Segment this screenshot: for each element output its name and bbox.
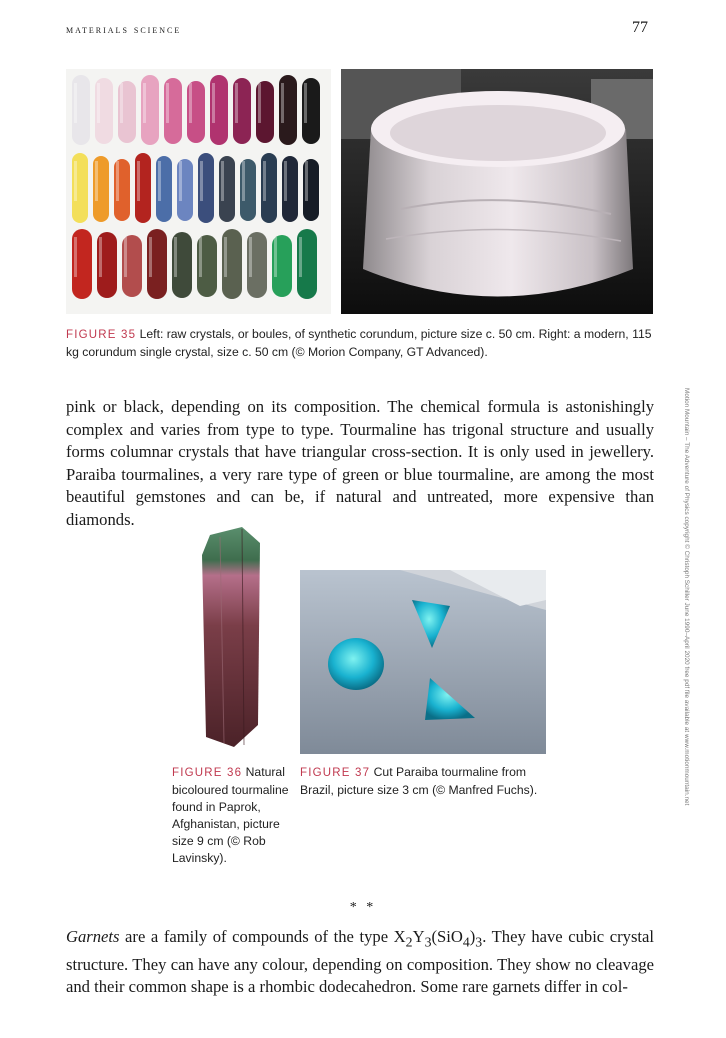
sub-1: 2 xyxy=(405,934,413,950)
garnet-text-4: ) xyxy=(469,927,476,946)
boule-highlight xyxy=(124,237,127,277)
boule-highlight xyxy=(74,237,77,277)
paraiba-gems-illustration xyxy=(300,570,546,754)
boule-highlight xyxy=(221,161,224,201)
boule-highlight xyxy=(284,161,287,201)
boule-highlight xyxy=(242,161,245,201)
figure-35-left-image xyxy=(66,69,331,314)
single-crystal-illustration xyxy=(341,69,653,314)
boule-highlight xyxy=(249,237,252,277)
copyright-sidebar xyxy=(676,388,692,988)
page-number: 77 xyxy=(632,19,648,36)
boule-highlight xyxy=(149,237,152,277)
garnet-text-3: (SiO xyxy=(431,927,463,946)
boule-highlight xyxy=(137,161,140,201)
boule-highlight xyxy=(189,83,192,123)
boule-highlight xyxy=(258,83,261,123)
boule-highlight xyxy=(74,161,77,201)
figure-37-text: Cut Paraiba tourmaline from Brazil, picture size 3 cm (© Manfred Fuchs). xyxy=(300,765,538,797)
sub-2: 3 xyxy=(424,934,432,950)
boule-highlight xyxy=(263,161,266,201)
sub-3: 4 xyxy=(462,934,470,950)
figure-35-text: Left: raw crystals, or boules, of synthetic corundum, picture size c. 50 cm. Right: a modern, 115 kg corundum single crystal, size c. 50 cm (© Morion Company, GT Advanced). xyxy=(66,327,652,359)
figure-36-label: FIGURE 36 xyxy=(172,767,243,779)
figure-35-label: FIGURE 35 xyxy=(66,329,137,341)
section-separator: * * xyxy=(349,900,377,915)
figure-35-right-image xyxy=(341,69,653,314)
tourmaline-crystal-illustration xyxy=(172,515,290,755)
boule-highlight xyxy=(299,237,302,277)
boule-highlight xyxy=(95,161,98,201)
figure-36-image xyxy=(172,515,290,755)
figure-37-caption xyxy=(300,764,550,799)
running-title: materials science xyxy=(66,22,182,36)
figure-36-text: Natural bicoloured tourmaline found in Paprok, Afghanistan, picture size 9 cm (© Rob Lavinsky). xyxy=(172,765,289,865)
boule-highlight xyxy=(166,83,169,123)
figure-37-image xyxy=(300,570,546,754)
garnet-text-2: Y xyxy=(412,927,425,946)
figure-36-caption xyxy=(172,764,292,867)
boule-highlight xyxy=(200,161,203,201)
paragraph-tourmaline: pink or black, depending on its composition. The chemical formula is astonishingly complex and varies from type to type. Tourmaline has trigonal structure and usually forms columnar crystals that have triangular cross-section. It is only used in jewellery. Paraiba tourmalines, a very rare type of green or blue tourmaline, are among the most beautiful gemstones and can be, if natural and untreated, more expensive than diamonds. xyxy=(66,397,654,529)
boule-highlight xyxy=(74,83,77,123)
boule-highlight xyxy=(212,83,215,123)
boule-highlight xyxy=(199,237,202,277)
boule-highlight xyxy=(174,237,177,277)
boule-highlight xyxy=(274,237,277,277)
boule-highlight xyxy=(143,83,146,123)
figure-35-caption xyxy=(66,326,654,361)
boule-highlight xyxy=(179,161,182,201)
boule-highlight xyxy=(158,161,161,201)
boule-highlight xyxy=(99,237,102,277)
boule-highlight xyxy=(97,83,100,123)
sidebar-text: Motion Mountain – The Adventure of Physics copyright © Christoph Schiller June 1990–April 2020 free pdf file available at www.motionmountain.net xyxy=(683,388,690,806)
boule-highlight xyxy=(120,83,123,123)
garnet-text-5: . They have cubic crystal structure. They can have any colour, depending on composition. They show no cleavage and their common shape is a rhombic dodecahedron. Some rare garnets differ in col- xyxy=(66,927,654,997)
boule-highlight xyxy=(281,83,284,123)
boules-illustration xyxy=(66,69,331,314)
garnet-text-1: are a family of compounds of the type X xyxy=(119,927,406,946)
boule-highlight xyxy=(116,161,119,201)
garnets-term: Garnets xyxy=(66,927,120,946)
paragraph-garnets xyxy=(66,926,654,999)
sub-4: 3 xyxy=(475,934,483,950)
boule-highlight xyxy=(224,237,227,277)
figure-37-label: FIGURE 37 xyxy=(300,767,371,779)
boule-highlight xyxy=(235,83,238,123)
boule-highlight xyxy=(305,161,308,201)
boule-highlight xyxy=(304,83,307,123)
